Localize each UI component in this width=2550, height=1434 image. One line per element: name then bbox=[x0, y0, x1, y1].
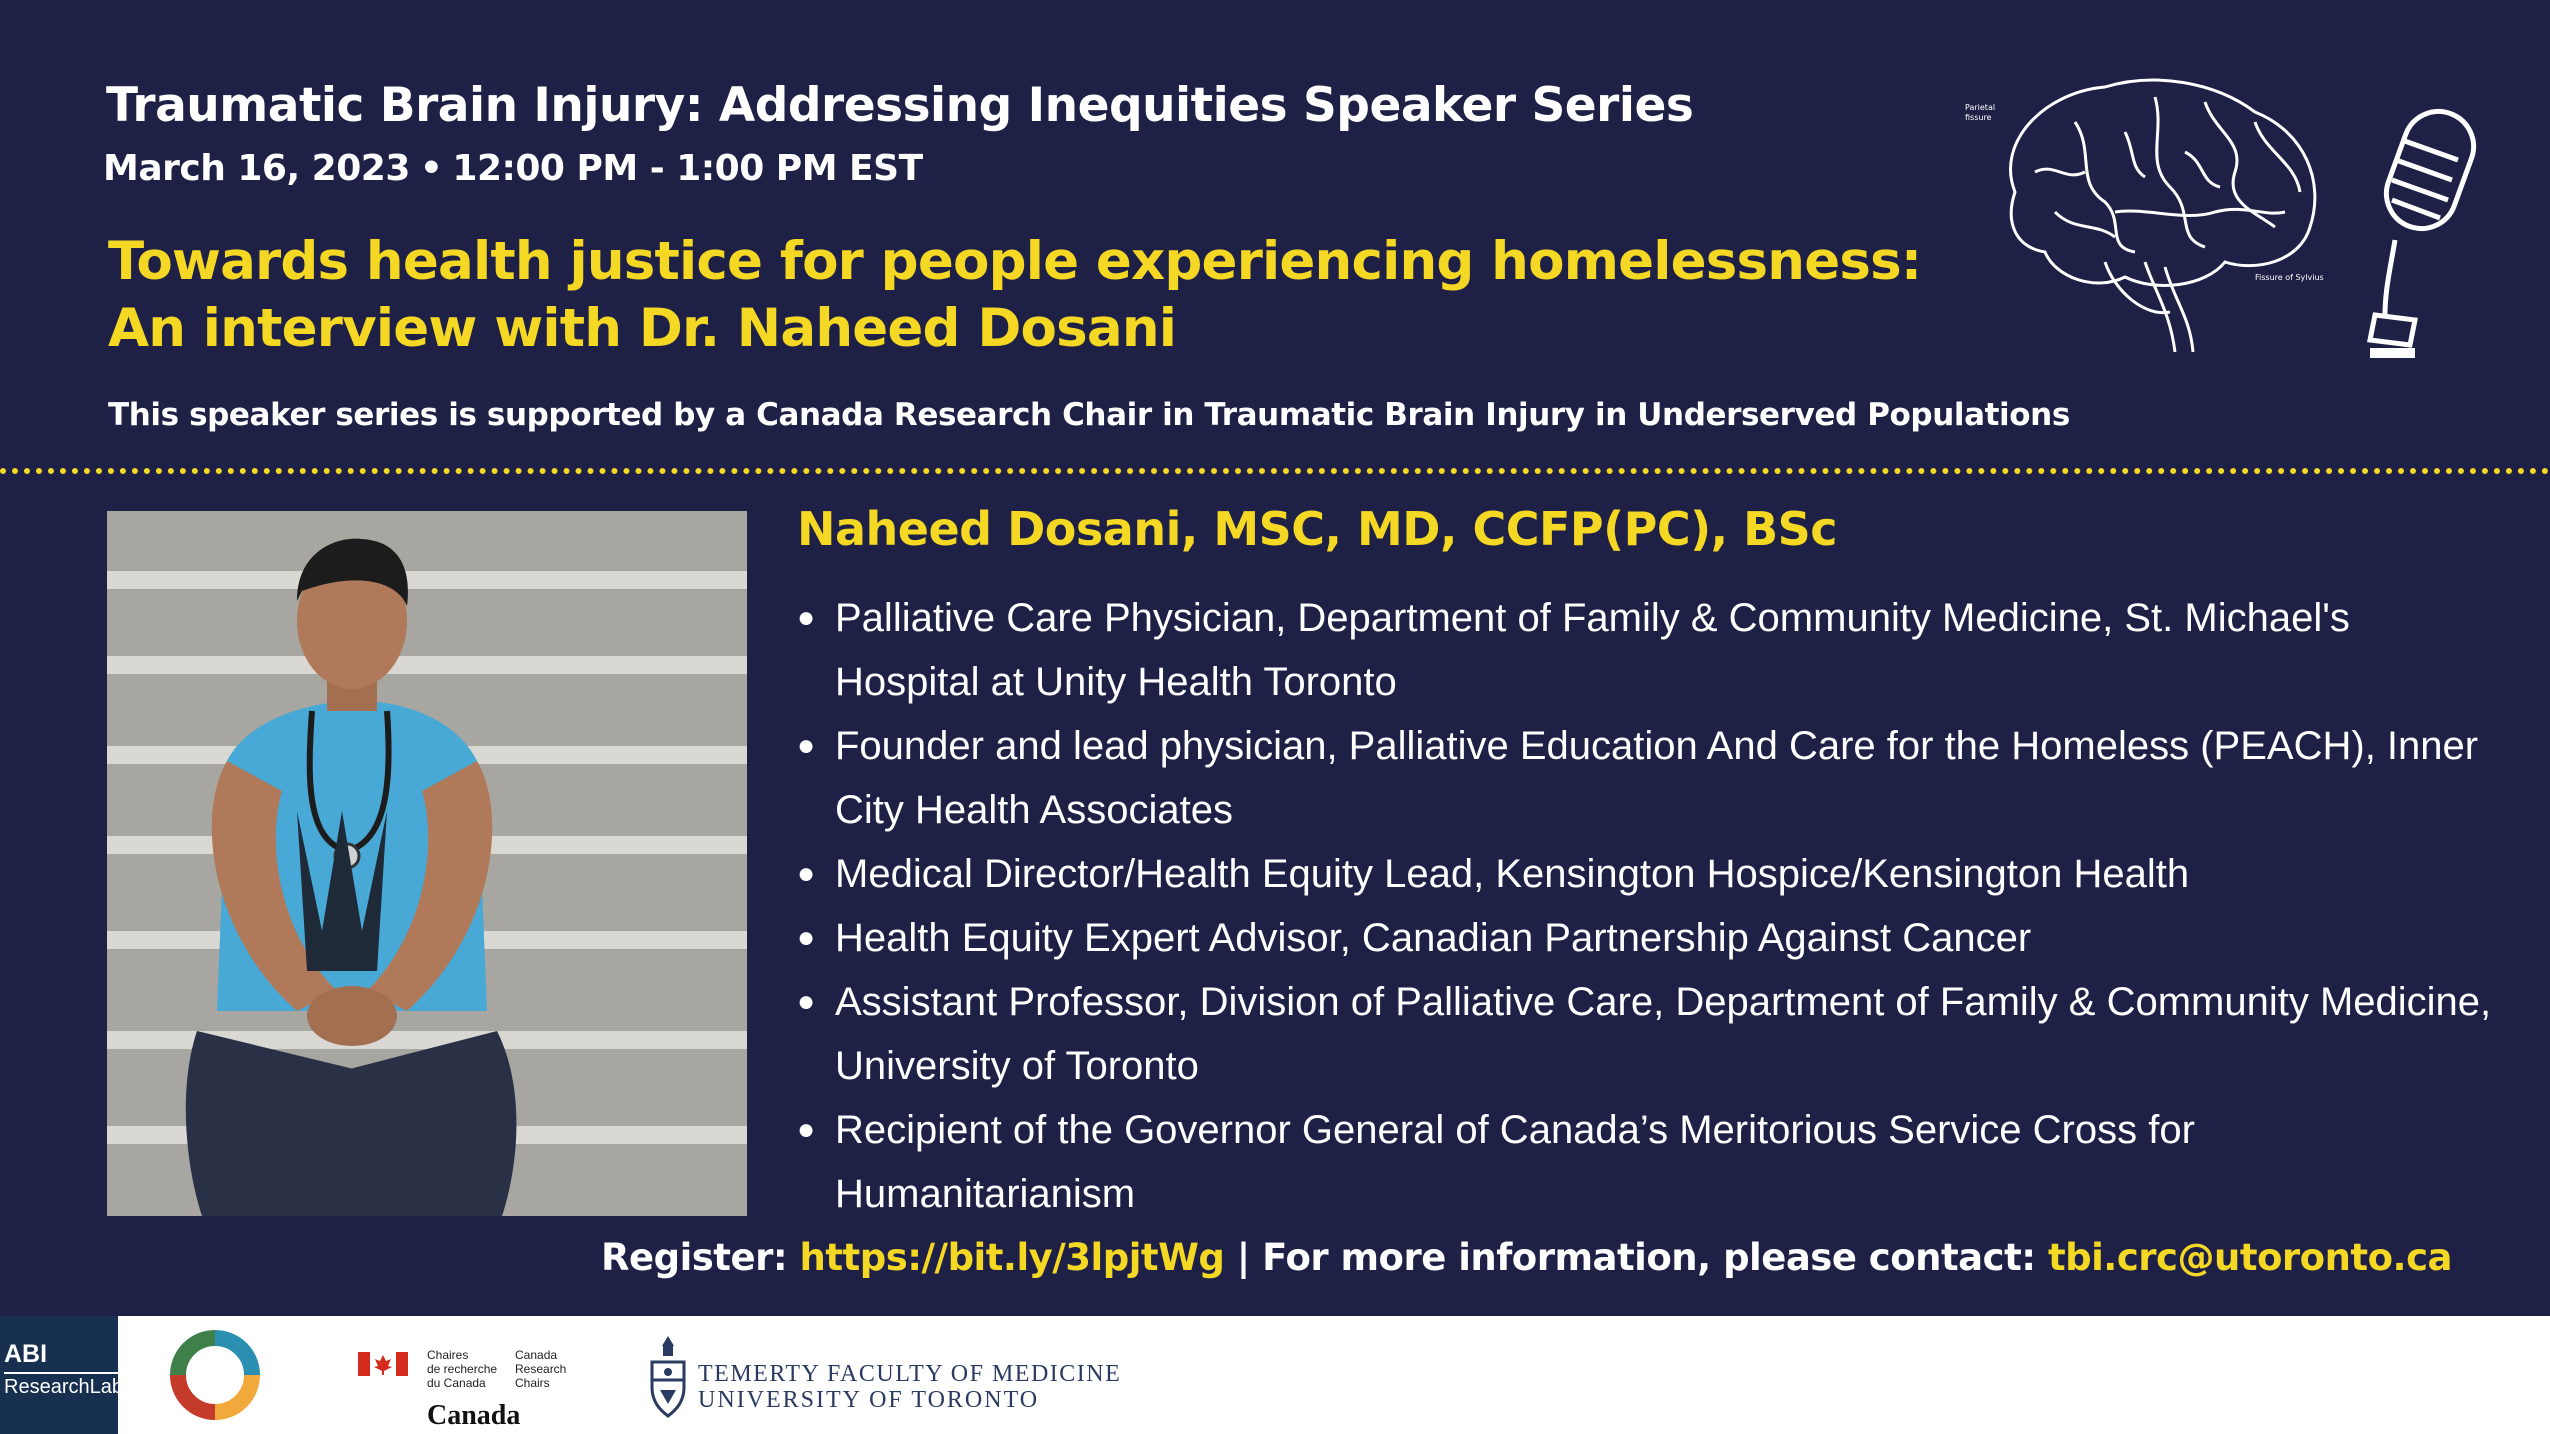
contact-email-link[interactable]: tbi.crc@utoronto.ca bbox=[2047, 1236, 2452, 1279]
bullet-icon: ● bbox=[797, 601, 816, 634]
section-divider bbox=[0, 468, 2550, 474]
bio-item: ● Health Equity Expert Advisor, Canadian Partnership Against Cancer bbox=[797, 906, 2497, 970]
headline-line-1: Towards health justice for people experiencing homelessness: bbox=[108, 231, 1922, 292]
uoft-university-name: UNIVERSITY OF TORONTO bbox=[698, 1387, 1040, 1413]
speaker-photo bbox=[107, 511, 747, 1216]
abi-research-lab-logo bbox=[0, 1316, 123, 1434]
register-label: Register: bbox=[601, 1236, 788, 1279]
svg-text:Parietal: Parietal bbox=[1965, 103, 1996, 112]
bio-item: ● Medical Director/Health Equity Lead, Kensington Hospice/Kensington Health bbox=[797, 842, 2497, 906]
svg-text:fissure: fissure bbox=[1965, 113, 1992, 122]
crc-english-name: Canada Research Chairs bbox=[515, 1348, 567, 1390]
speaker-bio-list bbox=[797, 586, 2497, 1226]
register-separator: | bbox=[1236, 1236, 1250, 1279]
bio-item: ● Palliative Care Physician, Department of Family & Community Medicine, St. Michael's Hospital at Unity Health Toronto bbox=[797, 586, 2497, 714]
crc-french-name: Chaires de recherche du Canada bbox=[427, 1348, 498, 1390]
series-title: Traumatic Brain Injury: Addressing Inequities Speaker Series bbox=[106, 78, 1694, 133]
bullet-icon: ● bbox=[797, 921, 816, 954]
datetime-separator: • bbox=[419, 148, 443, 189]
event-time: 12:00 PM - 1:00 PM EST bbox=[452, 148, 923, 189]
microphone-illustration-icon bbox=[2340, 100, 2490, 365]
brain-illustration-icon bbox=[1955, 62, 2335, 362]
svg-text:Fissure of Sylvius: Fissure of Sylvius bbox=[2255, 273, 2324, 282]
uoft-faculty-name: TEMERTY FACULTY OF MEDICINE bbox=[698, 1361, 1122, 1387]
register-link[interactable]: https://bit.ly/3lpjtWg bbox=[799, 1236, 1225, 1279]
ring-logo-icon bbox=[170, 1330, 260, 1420]
speaker-name: Naheed Dosani, MSC, MD, CCFP(PC), BSc bbox=[797, 502, 1838, 556]
event-datetime bbox=[103, 148, 923, 189]
bullet-icon: ● bbox=[797, 985, 816, 1018]
event-headline bbox=[108, 228, 1921, 362]
canada-wordmark: Canada bbox=[427, 1400, 521, 1431]
bio-item: ● Recipient of the Governor General of Canada’s Meritorious Service Cross for Humanitarianism bbox=[797, 1098, 2497, 1226]
abi-logo-line-1: ABI bbox=[4, 1340, 48, 1368]
contact-label: For more information, please contact: bbox=[1262, 1236, 2036, 1279]
bullet-icon: ● bbox=[797, 729, 816, 762]
event-date: March 16, 2023 bbox=[103, 148, 410, 189]
canada-flag-icon bbox=[358, 1352, 408, 1376]
support-statement: This speaker series is supported by a Canada Research Chair in Traumatic Brain Injury in Underserved Populations bbox=[108, 397, 2070, 433]
footer-logo-bar bbox=[0, 1316, 2550, 1434]
abi-logo-line-2: ResearchLab bbox=[4, 1372, 123, 1399]
register-line bbox=[601, 1236, 2452, 1279]
uoft-crest-icon bbox=[648, 1332, 688, 1422]
bio-item: ● Founder and lead physician, Palliative Education And Care for the Homeless (PEACH), Inner City Health Associates bbox=[797, 714, 2497, 842]
bullet-icon: ● bbox=[797, 1113, 816, 1146]
headline-line-2: An interview with Dr. Naheed Dosani bbox=[108, 298, 1177, 359]
bullet-icon: ● bbox=[797, 857, 816, 890]
bio-item: ● Assistant Professor, Division of Palliative Care, Department of Family & Community Medicine, University of Toronto bbox=[797, 970, 2497, 1098]
canada-research-chairs-logo bbox=[355, 1332, 585, 1431]
